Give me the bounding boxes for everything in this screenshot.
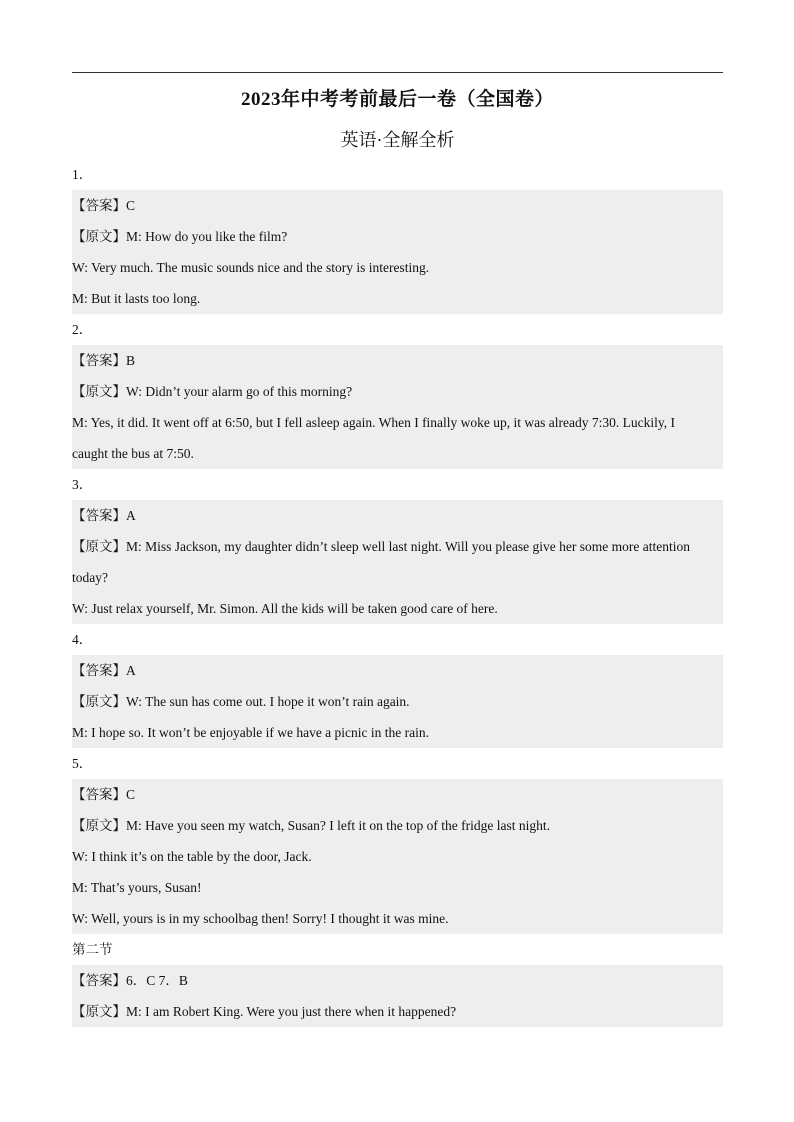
answer-block [72,500,723,624]
transcript-line: 【原文】M: Have you seen my watch, Susan? I left it on the top of the fridge last night. [72,818,551,833]
transcript-line: 【原文】M: I am Robert King. Were you just there when it happened? [72,1004,457,1019]
answer-line: 【答案】C [72,787,136,802]
answer-block [72,190,723,314]
transcript-line: M: That’s yours, Susan! [72,880,202,895]
answer-line: 【答案】C [72,198,136,213]
answer-line: 【答案】B [72,353,136,368]
transcript-line: W: Well, yours is in my schoolbag then! Sorry! I thought it was mine. [72,911,449,926]
answer-line: 【答案】A [72,663,136,678]
transcript-line: M: I hope so. It won’t be enjoyable if we have a picnic in the rain. [72,725,430,740]
answer-line: 【答案】6．C 7．B [72,973,188,988]
transcript-line: W: Just relax yourself, Mr. Simon. All the kids will be taken good care of here. [72,601,498,616]
question-number: 1． [72,167,93,182]
answer-list [72,159,723,1027]
question-number: 3． [72,477,93,492]
transcript-line: today? [72,570,108,585]
question-number: 5． [72,756,93,771]
transcript-line: 【原文】M: Miss Jackson, my daughter didn’t sleep well last night. Will you please give her some more attention [72,539,690,554]
page-subtitle: 英语·全解全析 [340,130,455,150]
answer-block [72,345,723,469]
answer-block [72,655,723,748]
transcript-line: 【原文】W: Didn’t your alarm go of this morning? [72,384,353,399]
transcript-line: 【原文】M: How do you like the film? [72,229,288,244]
transcript-line: W: Very much. The music sounds nice and the story is interesting. [72,260,430,275]
question-number: 4． [72,632,93,647]
answer-line: 【答案】A [72,508,136,523]
question-number: 第二节 [72,942,113,957]
transcript-line: M: But it lasts too long. [72,291,201,306]
header-rule [72,72,723,73]
transcript-line: M: Yes, it did. It went off at 6:50, but I fell asleep again. When I finally woke up, it was already 7:30. Luckily, I [72,415,675,430]
transcript-line: 【原文】W: The sun has come out. I hope it won’t rain again. [72,694,410,709]
answer-block [72,779,723,934]
answer-block [72,965,723,1027]
transcript-line: W: I think it’s on the table by the door, Jack. [72,849,312,864]
question-number: 2． [72,322,93,337]
page-title: 2023年中考考前最后一卷（全国卷） [240,89,554,110]
transcript-line: caught the bus at 7:50. [72,446,194,461]
